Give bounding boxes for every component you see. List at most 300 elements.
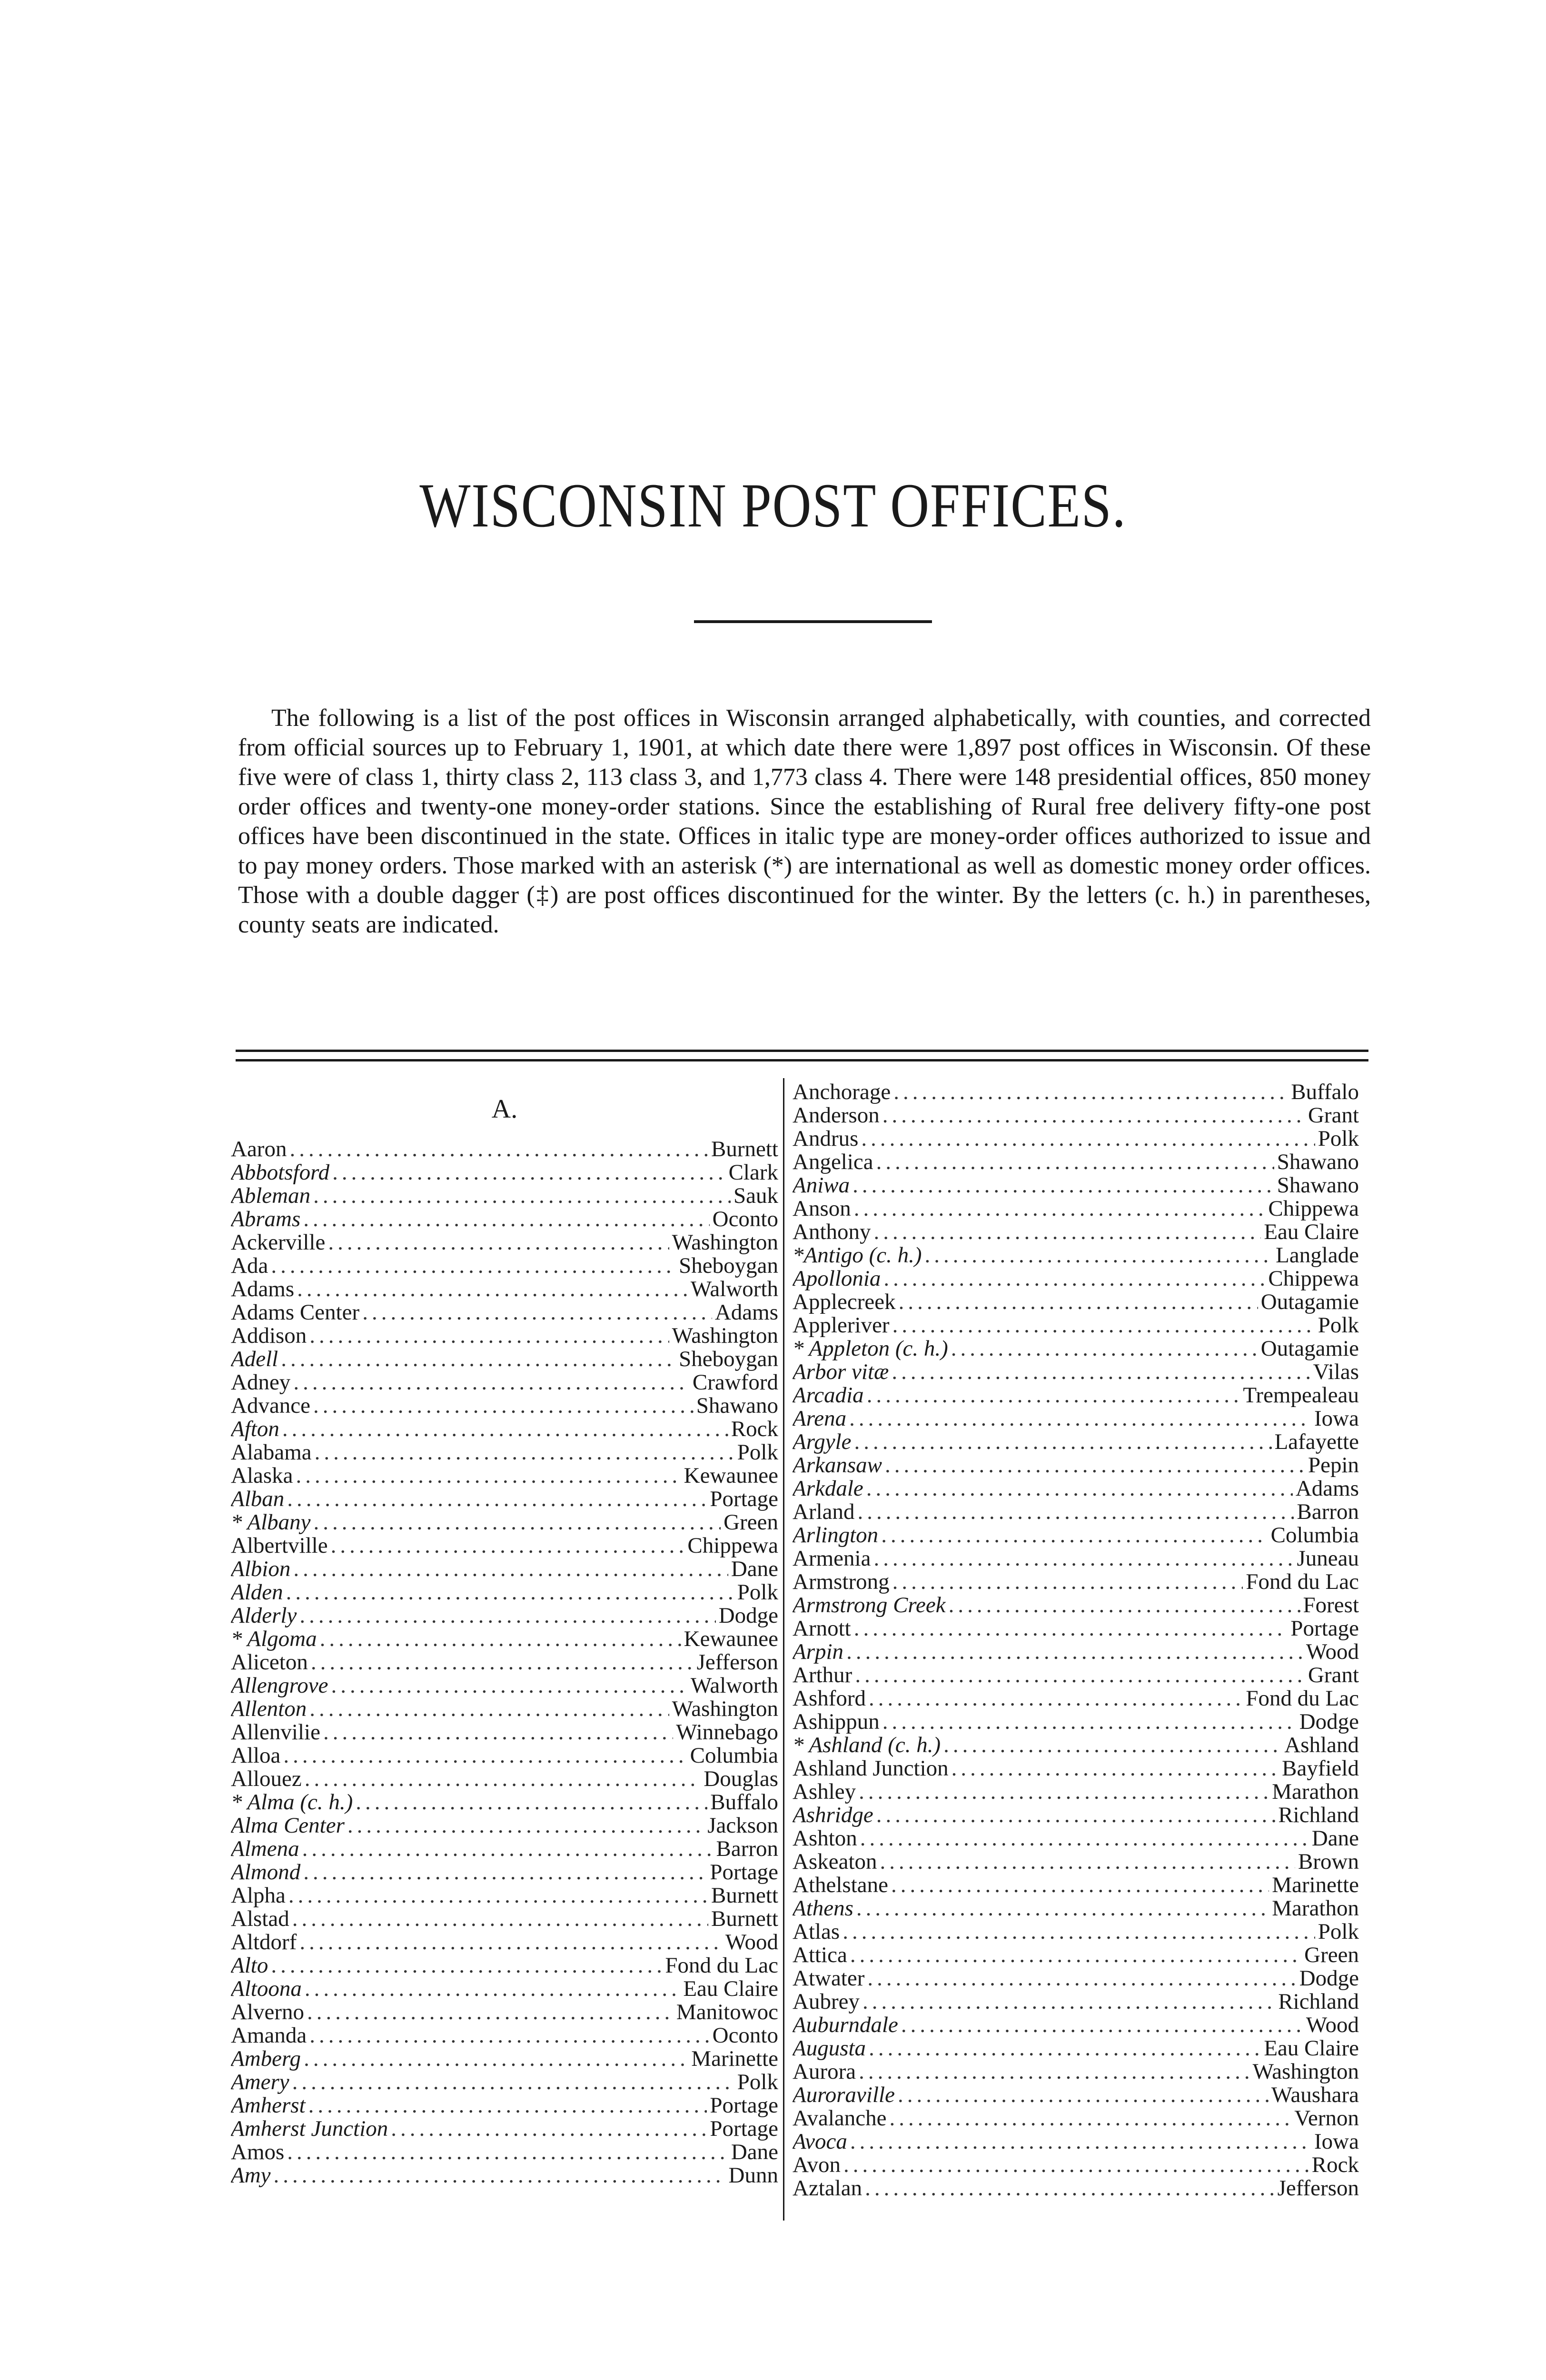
county-name: Ashland <box>1284 1734 1359 1757</box>
dot-leader <box>859 1780 1269 1804</box>
post-office-name: Askeaton <box>793 1850 877 1874</box>
post-office-name: Apollonia <box>793 1267 881 1290</box>
county-name: Jefferson <box>1277 2177 1359 2200</box>
post-office-entry <box>793 1827 1359 1850</box>
dot-leader <box>356 1791 707 1814</box>
county-name: Adams <box>714 1301 778 1324</box>
dot-leader <box>846 1640 1303 1664</box>
county-name: Grant <box>1308 1104 1359 1127</box>
post-office-name: Armstrong Creek <box>793 1594 946 1617</box>
post-office-name: Amos <box>231 2141 285 2164</box>
post-office-entry <box>793 1384 1359 1407</box>
post-office-name: Appleriver <box>793 1314 890 1337</box>
post-office-entry <box>231 1954 778 1977</box>
county-name: Chippewa <box>1268 1197 1359 1220</box>
dot-leader <box>271 1954 662 1977</box>
post-office-name: Allenton <box>231 1697 307 1721</box>
post-office-name: *Antigo (c. h.) <box>793 1244 922 1267</box>
county-name: Washington <box>672 1697 778 1721</box>
county-name: Vernon <box>1294 2107 1359 2130</box>
post-office-entry <box>793 1360 1359 1384</box>
dot-leader <box>313 1184 731 1208</box>
dot-leader <box>852 1174 1274 1197</box>
post-office-entry <box>231 2141 778 2164</box>
post-office-entry <box>231 1791 778 1814</box>
post-office-entry <box>231 1837 778 1861</box>
dot-leader <box>309 1697 669 1721</box>
county-name: Marathon <box>1272 1897 1359 1920</box>
dot-leader <box>303 1861 707 1884</box>
title-rule <box>694 620 932 623</box>
dot-leader <box>843 2153 1309 2177</box>
county-name: Grant <box>1308 1664 1359 1687</box>
post-office-name: Anchorage <box>793 1081 891 1104</box>
post-office-entry <box>793 1127 1359 1150</box>
post-office-entry <box>231 1627 778 1651</box>
post-office-name: Avon <box>793 2153 841 2177</box>
dot-leader <box>892 1314 1315 1337</box>
post-office-name: Addison <box>231 1324 307 1348</box>
post-office-name: Anderson <box>793 1104 880 1127</box>
post-office-entry <box>793 1570 1359 1594</box>
county-name: Dane <box>1311 1827 1359 1850</box>
dot-leader <box>283 1744 687 1767</box>
post-office-entry <box>793 1477 1359 1500</box>
county-name: Wood <box>1306 2013 1359 2037</box>
dot-leader <box>293 1371 690 1394</box>
post-office-name: Alban <box>231 1488 285 1511</box>
post-office-entry <box>231 1231 778 1254</box>
post-office-entry <box>231 2094 778 2117</box>
county-name: Rock <box>1311 2153 1359 2177</box>
post-office-entry <box>231 1394 778 1418</box>
section-rule-top <box>236 1050 1368 1052</box>
dot-leader <box>288 1884 708 1907</box>
dot-leader <box>347 1814 704 1837</box>
dot-leader <box>854 1197 1266 1220</box>
post-office-name: Adams Center <box>231 1301 360 1324</box>
county-name: Burnett <box>711 1907 778 1931</box>
county-name: Trempealeau <box>1243 1384 1359 1407</box>
county-name: Burnett <box>711 1884 778 1907</box>
post-office-entry <box>231 1161 778 1184</box>
dot-leader <box>315 1441 734 1464</box>
post-office-entry <box>793 1850 1359 1874</box>
county-name: Eau Claire <box>1264 2037 1359 2060</box>
county-name: Kewaunee <box>684 1464 778 1488</box>
post-office-name: * Albany <box>231 1511 311 1534</box>
post-office-entry <box>231 2164 778 2187</box>
dot-leader <box>873 1547 1294 1570</box>
post-office-name: Allouez <box>231 1767 302 1791</box>
dot-leader <box>307 2001 674 2024</box>
post-office-entry <box>231 1488 778 1511</box>
dot-leader <box>901 2013 1303 2037</box>
post-office-name: Arkansaw <box>793 1454 882 1477</box>
post-office-name: Alverno <box>231 2001 305 2024</box>
county-name: Jefferson <box>696 1651 778 1674</box>
county-name: Iowa <box>1314 2130 1359 2153</box>
county-name: Green <box>723 1511 778 1534</box>
county-name: Dodge <box>1299 1710 1359 1734</box>
post-office-entry <box>231 1511 778 1534</box>
post-office-entry <box>793 1197 1359 1220</box>
post-office-entry <box>793 1710 1359 1734</box>
dot-leader <box>302 1837 714 1861</box>
post-office-entry <box>793 1804 1359 1827</box>
post-office-entry <box>793 1664 1359 1687</box>
county-name: Dodge <box>718 1604 778 1627</box>
county-name: Washington <box>672 1231 778 1254</box>
county-name: Iowa <box>1314 1407 1359 1430</box>
post-office-entry <box>793 1407 1359 1430</box>
post-office-entry <box>793 2130 1359 2153</box>
county-name: Polk <box>1318 1127 1359 1150</box>
post-office-name: Amherst <box>231 2094 306 2117</box>
post-office-entry <box>231 1977 778 2001</box>
dot-leader <box>313 1394 694 1418</box>
dot-leader <box>858 1500 1294 1524</box>
post-office-name: Alaska <box>231 1464 293 1488</box>
post-office-name: Argyle <box>793 1430 852 1454</box>
post-office-entry <box>793 1244 1359 1267</box>
post-office-entry <box>793 1524 1359 1547</box>
post-office-entry <box>231 2001 778 2024</box>
county-name: Polk <box>1318 1920 1359 1944</box>
dot-leader <box>899 1290 1258 1314</box>
post-office-name: Amherst Junction <box>231 2117 388 2141</box>
dot-leader <box>862 1990 1275 2013</box>
post-office-entry <box>231 1907 778 1931</box>
post-office-entry <box>231 1767 778 1791</box>
county-name: Marinette <box>691 2047 778 2071</box>
county-name: Sauk <box>733 1184 778 1208</box>
county-name: Richland <box>1278 1990 1359 2013</box>
county-name: Shawano <box>1277 1174 1359 1197</box>
county-name: Columbia <box>1270 1524 1359 1547</box>
dot-leader <box>292 1907 708 1931</box>
post-office-entry <box>793 2153 1359 2177</box>
dot-leader <box>876 1804 1276 1827</box>
dot-leader <box>299 1604 715 1627</box>
county-name: Portage <box>710 1488 778 1511</box>
dot-leader <box>305 1977 681 2001</box>
dot-leader <box>287 2141 728 2164</box>
post-office-entry <box>231 1301 778 1324</box>
county-name: Columbia <box>690 1744 778 1767</box>
dot-leader <box>925 1244 1273 1267</box>
post-office-name: Aurora <box>793 2060 856 2083</box>
dot-leader <box>855 1664 1305 1687</box>
post-office-entry <box>231 1464 778 1488</box>
post-office-entry <box>793 1990 1359 2013</box>
county-name: Polk <box>737 1581 778 1604</box>
county-name: Buffalo <box>1291 1081 1359 1104</box>
post-office-entry <box>793 1640 1359 1664</box>
post-office-name: Alden <box>231 1581 283 1604</box>
post-office-name: Augusta <box>793 2037 866 2060</box>
county-name: Walworth <box>690 1674 778 1697</box>
dot-leader <box>274 2164 726 2187</box>
dot-leader <box>296 1464 681 1488</box>
post-office-name: Ableman <box>231 1184 311 1208</box>
right-entry-list <box>793 1081 1359 2200</box>
county-name: Burnett <box>711 1138 778 1161</box>
post-office-entry <box>793 1337 1359 1360</box>
dot-leader <box>893 1081 1288 1104</box>
post-office-name: Altoona <box>231 1977 302 2001</box>
post-office-name: Arlington <box>793 1524 879 1547</box>
post-office-entry <box>231 1721 778 1744</box>
dot-leader <box>854 1617 1288 1640</box>
post-office-name: Adney <box>231 1371 291 1394</box>
dot-leader <box>303 1208 709 1231</box>
post-office-name: Abrams <box>231 1208 301 1231</box>
post-office-name: Arkdale <box>793 1477 863 1500</box>
dot-leader <box>859 2060 1250 2083</box>
post-office-name: Arthur <box>793 1664 852 1687</box>
post-office-name: Amy <box>231 2164 271 2187</box>
post-office-entry <box>231 1138 778 1161</box>
dot-leader <box>850 2130 1311 2153</box>
county-name: Lafayette <box>1274 1430 1359 1454</box>
post-office-name: Advance <box>231 1394 311 1418</box>
post-office-name: Albertville <box>231 1534 328 1557</box>
county-name: Waushara <box>1271 2083 1359 2107</box>
dot-leader <box>874 1220 1261 1244</box>
dot-leader <box>842 1920 1315 1944</box>
county-name: Langlade <box>1276 1244 1359 1267</box>
post-office-name: Attica <box>793 1944 847 1967</box>
post-office-name: Aliceton <box>231 1651 308 1674</box>
dot-leader <box>362 1301 712 1324</box>
dot-leader <box>287 1488 707 1511</box>
post-office-entry <box>231 2071 778 2094</box>
post-office-name: Ackerville <box>231 1231 326 1254</box>
post-office-name: Alloa <box>231 1744 281 1767</box>
post-office-entry <box>231 1557 778 1581</box>
county-name: Wood <box>1306 1640 1359 1664</box>
post-office-name: Arena <box>793 1407 847 1430</box>
dot-leader <box>898 2083 1269 2107</box>
dot-leader <box>391 2117 707 2141</box>
post-office-name: Armenia <box>793 1547 871 1570</box>
dot-leader <box>299 1931 723 1954</box>
post-office-entry <box>793 1267 1359 1290</box>
dot-leader <box>293 1557 728 1581</box>
county-name: Eau Claire <box>683 1977 778 2001</box>
post-office-entry <box>793 1594 1359 1617</box>
post-office-entry <box>231 1278 778 1301</box>
dot-leader <box>869 2037 1261 2060</box>
post-office-entry <box>231 1208 778 1231</box>
post-office-name: Auroraville <box>793 2083 895 2107</box>
county-name: Crawford <box>692 1371 778 1394</box>
post-office-name: Aubrey <box>793 1990 860 2013</box>
post-office-name: Adell <box>231 1348 278 1371</box>
post-office-entry <box>793 1734 1359 1757</box>
county-name: Jackson <box>707 1814 778 1837</box>
county-name: Green <box>1304 1944 1359 1967</box>
dot-leader <box>867 1384 1240 1407</box>
post-office-entry <box>793 2083 1359 2107</box>
county-name: Barron <box>1297 1500 1359 1524</box>
post-office-name: Arcadia <box>793 1384 864 1407</box>
intro-paragraph: The following is a list of the post offices in Wisconsin arranged alphabetically, with counties, and corrected from official sources up to February 1, 1901, at which date there were 1,897 post offices in Wisconsin. Of these five were of class 1, thirty class 2, 113 class 3, and 1,773 class 4. There were 148 presidential offices, 850 money order offices and twenty-one money-order stations. Since the establishing of Rural free delivery fifty-one post offices have been discontinued in the state. Offices in italic type are money-order offices authorized to issue and to pay money orders. Those marked with an asterisk (*) are international as well as domestic money order offices. Those with a double dagger (‡) are post offices discontinued for the winter. By the letters (c. h.) in parentheses, county seats are indicated. <box>238 704 1371 938</box>
county-name: Adams <box>1295 1477 1359 1500</box>
dot-leader <box>861 1127 1315 1150</box>
dot-leader <box>282 1418 728 1441</box>
post-office-entry <box>793 1454 1359 1477</box>
dot-leader <box>849 1407 1311 1430</box>
post-office-name: Alpha <box>231 1884 286 1907</box>
post-office-entry <box>793 1500 1359 1524</box>
dot-leader <box>332 1161 725 1184</box>
post-office-entry <box>231 1254 778 1278</box>
county-name: Marinette <box>1272 1874 1359 1897</box>
dot-leader <box>320 1627 681 1651</box>
post-office-name: Almond <box>231 1861 301 1884</box>
post-office-name: Adams <box>231 1278 295 1301</box>
post-office-name: Ashridge <box>793 1804 873 1827</box>
dot-leader <box>286 1581 734 1604</box>
post-office-entry <box>231 1581 778 1604</box>
county-name: Portage <box>1290 1617 1359 1640</box>
post-office-name: Angelica <box>793 1150 873 1174</box>
post-office-name: Athens <box>793 1897 853 1920</box>
post-office-entry <box>793 1174 1359 1197</box>
county-name: Portage <box>710 1861 778 1884</box>
county-name: Rock <box>731 1418 778 1441</box>
county-name: Dunn <box>728 2164 778 2187</box>
post-office-name: Andrus <box>793 1127 859 1150</box>
county-name: Brown <box>1298 1850 1359 1874</box>
dot-leader <box>311 1651 694 1674</box>
county-name: Douglas <box>704 1767 778 1791</box>
dot-leader <box>292 2071 734 2094</box>
county-name: Pepin <box>1308 1454 1359 1477</box>
post-office-name: Ashford <box>793 1687 866 1710</box>
dot-leader <box>867 1967 1296 1990</box>
county-name: Sheboygan <box>679 1348 778 1371</box>
post-office-name: Afton <box>231 1418 279 1441</box>
post-office-name: Aaron <box>231 1138 287 1161</box>
post-office-entry <box>231 1814 778 1837</box>
post-office-entry <box>793 1920 1359 1944</box>
post-office-entry <box>231 1884 778 1907</box>
post-office-name: Atlas <box>793 1920 840 1944</box>
county-name: Dane <box>731 2141 778 2164</box>
dot-leader <box>891 1874 1269 1897</box>
post-office-name: * Alma (c. h.) <box>231 1791 353 1814</box>
post-office-entry <box>793 1220 1359 1244</box>
post-office-name: Amanda <box>231 2024 307 2047</box>
post-office-name: Armstrong <box>793 1570 890 1594</box>
post-office-name: Altdorf <box>231 1931 297 1954</box>
dot-leader <box>289 1138 708 1161</box>
post-office-entry <box>793 2013 1359 2037</box>
post-office-name: Arnott <box>793 1617 851 1640</box>
dot-leader <box>880 1850 1296 1874</box>
county-name: Bayfield <box>1282 1757 1359 1780</box>
dot-leader <box>308 2094 707 2117</box>
dot-leader <box>328 1231 669 1254</box>
post-office-name: Ashley <box>793 1780 856 1804</box>
county-name: Sheboygan <box>679 1254 778 1278</box>
county-name: Walworth <box>690 1278 778 1301</box>
dot-leader <box>892 1360 1310 1384</box>
dot-leader <box>281 1348 676 1371</box>
county-name: Eau Claire <box>1264 1220 1359 1244</box>
post-office-entry <box>231 2117 778 2141</box>
dot-leader <box>331 1674 687 1697</box>
post-office-name: Ashland Junction <box>793 1757 949 1780</box>
post-office-name: Anthony <box>793 1220 871 1244</box>
dot-leader <box>850 1944 1301 1967</box>
county-name: Winnebago <box>676 1721 778 1744</box>
dot-leader <box>309 2024 709 2047</box>
county-name: Barron <box>716 1837 778 1861</box>
post-office-name: Auburndale <box>793 2013 898 2037</box>
county-name: Chippewa <box>1268 1267 1359 1290</box>
county-name: Wood <box>725 1931 778 1954</box>
dot-leader <box>951 1757 1279 1780</box>
county-name: Fond du Lac <box>665 1954 778 1977</box>
post-office-entry <box>793 1104 1359 1127</box>
post-office-entry <box>231 1931 778 1954</box>
post-office-entry <box>231 1348 778 1371</box>
dot-leader <box>876 1150 1274 1174</box>
post-office-entry <box>793 1547 1359 1570</box>
dot-leader <box>304 2047 688 2071</box>
post-office-entry <box>793 1780 1359 1804</box>
left-column <box>231 1081 778 2187</box>
dot-leader <box>331 1534 685 1557</box>
post-office-name: Ashton <box>793 1827 857 1850</box>
post-office-name: Alabama <box>231 1441 312 1464</box>
county-name: Chippewa <box>687 1534 778 1557</box>
dot-leader <box>949 1594 1300 1617</box>
post-office-name: Avoca <box>793 2130 847 2153</box>
post-office-entry <box>231 1184 778 1208</box>
dot-leader <box>881 1524 1268 1547</box>
county-name: Oconto <box>712 2024 778 2047</box>
county-name: Fond du Lac <box>1246 1687 1359 1710</box>
page-title: WISCONSIN POST OFFICES. <box>419 470 1127 540</box>
county-name: Clark <box>728 1161 778 1184</box>
post-office-name: Arpin <box>793 1640 844 1664</box>
county-name: Outagamie <box>1260 1290 1359 1314</box>
post-office-name: Anson <box>793 1197 851 1220</box>
post-office-name: Athelstane <box>793 1874 888 1897</box>
dot-leader <box>892 1570 1243 1594</box>
dot-leader <box>866 1477 1293 1500</box>
post-office-entry <box>231 1651 778 1674</box>
post-office-entry <box>793 1897 1359 1920</box>
county-name: Polk <box>737 1441 778 1464</box>
post-office-name: Ada <box>231 1254 268 1278</box>
post-office-name: Aniwa <box>793 1174 850 1197</box>
dot-leader <box>943 1734 1281 1757</box>
county-name: Polk <box>1318 1314 1359 1337</box>
post-office-name: Alto <box>231 1954 268 1977</box>
post-office-name: * Ashland (c. h.) <box>793 1734 941 1757</box>
post-office-entry <box>793 2107 1359 2130</box>
right-column <box>793 1081 1359 2200</box>
post-office-entry <box>793 2177 1359 2200</box>
post-office-name: Allengrove <box>231 1674 328 1697</box>
post-office-entry <box>231 1697 778 1721</box>
